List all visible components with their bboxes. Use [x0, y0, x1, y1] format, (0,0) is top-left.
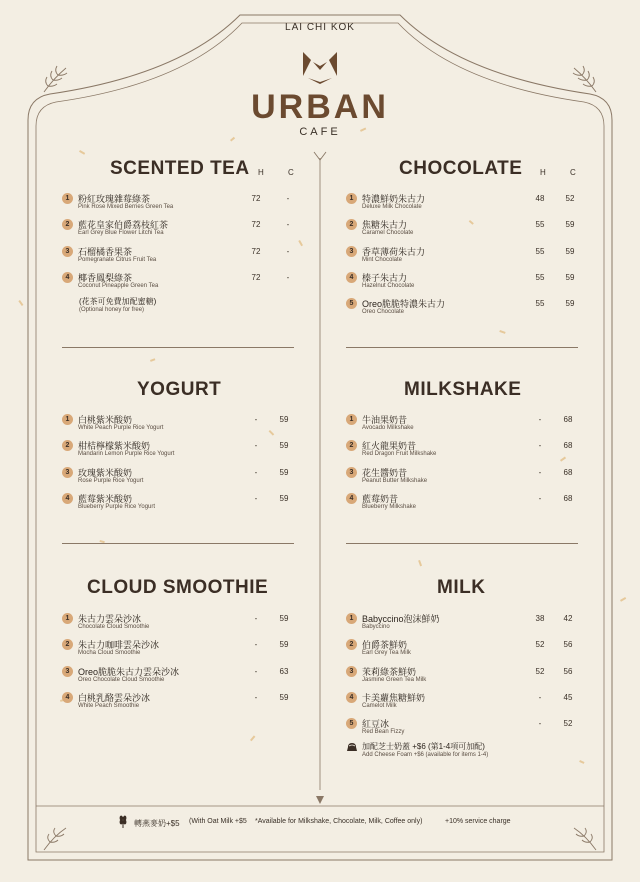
cheese-foam-note-english: Add Cheese Foam +$6 (available for items 1-4)	[362, 752, 489, 758]
price-cold: 52	[563, 719, 573, 729]
item-number-badge: 4	[62, 692, 73, 703]
price-hot: 72	[251, 194, 261, 203]
price-cold: 68	[563, 441, 573, 451]
item-name-english: Deluxe Milk Chocolate	[362, 204, 422, 210]
item-number-badge: 3	[346, 246, 357, 257]
item-name-chinese: 香草薄荷朱古力	[362, 246, 426, 257]
price-hot: -	[254, 666, 258, 676]
price-hot: 48	[535, 194, 545, 203]
cheese-foam-note: 加配芝士奶蓋 +$6 (第1-4項可加配)	[362, 742, 485, 751]
item-number-badge: 4	[346, 272, 357, 283]
price-cold: 59	[565, 246, 575, 256]
price-hot: -	[254, 614, 258, 623]
item-name-chinese: 花生醬奶昔	[362, 467, 408, 478]
menu-item	[62, 271, 304, 297]
item-number-badge: 2	[62, 219, 73, 230]
price-hot: -	[254, 692, 258, 702]
item-name-english: Mandarin Lemon Purple Rice Yogurt	[78, 451, 175, 458]
section-title-milk: MILK	[437, 577, 486, 598]
menu-item	[346, 218, 586, 244]
item-number-badge: 3	[346, 467, 357, 478]
item-name-english: Red Dragon Fruit Milkshake	[362, 451, 437, 458]
price-cold: 68	[563, 493, 573, 503]
section-divider	[62, 347, 294, 348]
honey-note-english: (Optional honey for free)	[79, 307, 145, 313]
item-number-badge: 1	[346, 414, 357, 425]
item-name-chinese: 白桃紫米酸奶	[78, 415, 133, 425]
column-header-hot: H	[540, 168, 546, 177]
item-number-badge: 2	[346, 219, 357, 230]
column-header-cold: C	[288, 168, 294, 177]
menu-item	[62, 413, 300, 439]
item-name-english: Caramel Chocolate	[362, 230, 414, 237]
item-name-chinese: 牛油果奶昔	[362, 415, 408, 425]
price-cold: 52	[565, 194, 575, 203]
item-name-english: Earl Grey Tea Milk	[362, 650, 411, 657]
price-hot: -	[254, 640, 258, 650]
service-charge-note: +10% service charge	[445, 818, 511, 825]
item-name-english: Babyccino	[362, 624, 390, 630]
brand-subtitle: CAFE	[299, 126, 341, 138]
menu-item	[62, 245, 304, 271]
item-number-badge: 1	[346, 193, 357, 204]
item-name-english: Avocado Milkshake	[362, 425, 414, 431]
item-number-badge: 2	[62, 639, 73, 650]
price-hot: -	[538, 719, 542, 729]
item-number-badge: 2	[346, 440, 357, 451]
item-name-english: Pomegranate Citrus Fruit Tea	[78, 256, 157, 263]
item-name-chinese: 椰香鳳梨綠茶	[78, 272, 133, 283]
item-name-chinese: 白桃乳酪雲朵沙冰	[78, 692, 151, 703]
item-name-english: Hazelnut Chocolate	[362, 282, 415, 289]
item-name-english: White Peach Smoothie	[78, 702, 140, 709]
section-divider	[346, 347, 578, 348]
item-name-english: Red Bean Fizzy	[362, 729, 405, 736]
wheat-ornament-bottom-left	[44, 828, 66, 850]
menu-item	[346, 192, 586, 218]
section-title-milkshake: MILKSHAKE	[404, 379, 522, 400]
item-number-badge: 4	[62, 272, 73, 283]
price-cold: 59	[279, 614, 289, 623]
price-cold: -	[286, 246, 290, 256]
section-title-cloud-smoothie: CLOUD SMOOTHIE	[87, 577, 269, 598]
price-hot: -	[254, 415, 258, 424]
menu-item	[346, 413, 584, 439]
item-name-chinese: 藍莓紫米酸奶	[78, 493, 133, 504]
item-name-english: Camelot Milk	[362, 702, 397, 709]
brand-name: URBAN	[251, 88, 389, 126]
price-hot: 72	[251, 220, 261, 230]
price-cold: 59	[279, 640, 289, 650]
availability-note: *Available for Milkshake, Chocolate, Milk, Coffee only)	[255, 818, 423, 825]
price-hot: 55	[535, 272, 545, 282]
menu-item	[346, 492, 584, 518]
item-name-chinese: 玫瑰紫米酸奶	[78, 467, 133, 478]
item-number-badge: 1	[62, 193, 73, 204]
item-number-badge: 5	[346, 298, 357, 309]
price-hot: 52	[535, 666, 545, 676]
price-hot: 55	[535, 246, 545, 256]
item-number-badge: 1	[62, 414, 73, 425]
menu-item	[62, 638, 300, 664]
item-name-english: Blueberry Purple Rice Yogurt	[78, 503, 156, 510]
menu-item	[346, 297, 586, 323]
item-name-chinese: 柑桔檸檬紫米酸奶	[78, 441, 151, 452]
price-hot: 55	[535, 299, 545, 309]
price-cold: 63	[279, 666, 289, 676]
item-number-badge: 2	[346, 639, 357, 650]
cat-face-logo	[303, 52, 337, 84]
price-cold: -	[286, 194, 290, 203]
menu-item	[62, 466, 300, 492]
price-cold: 56	[563, 666, 573, 676]
price-hot: -	[538, 493, 542, 503]
item-number-badge: 1	[62, 613, 73, 624]
cheese-foam-icon	[346, 741, 358, 752]
item-name-chinese: 紅火龍果奶昔	[362, 441, 417, 452]
price-cold: 59	[279, 692, 289, 702]
item-number-badge: 5	[346, 718, 357, 729]
menu-item	[346, 466, 584, 492]
item-name-chinese: 朱古力雲朵沙冰	[78, 614, 142, 624]
item-number-badge: 4	[346, 493, 357, 504]
menu-item	[62, 665, 300, 691]
price-cold: 68	[563, 415, 573, 424]
price-cold: 56	[563, 640, 573, 650]
item-name-english: Blueberry Milkshake	[362, 503, 417, 510]
section-title-chocolate: CHOCOLATE	[399, 158, 523, 179]
price-cold: -	[286, 272, 290, 282]
item-name-chinese: Oreo脆脆特濃朱古力	[362, 299, 446, 310]
column-header-cold: C	[570, 168, 576, 177]
honey-note: (花茶可免費加配蜜糖)	[79, 297, 157, 306]
price-cold: 42	[563, 614, 573, 623]
menu-item	[62, 691, 300, 717]
item-name-english: Oreo Chocolate	[362, 309, 405, 316]
item-name-chinese: 藍花皇家伯爵荔枝紅茶	[78, 220, 169, 231]
menu-item	[62, 218, 304, 244]
price-cold: 59	[279, 467, 289, 477]
item-name-chinese: 卡美蘿焦糖鮮奶	[362, 692, 426, 703]
price-cold: 59	[565, 272, 575, 282]
menu-item	[346, 691, 584, 717]
item-number-badge: 3	[62, 246, 73, 257]
price-hot: 52	[535, 640, 545, 650]
price-cold: 68	[563, 467, 573, 477]
item-name-english: Rose Purple Rice Yogurt	[78, 477, 144, 484]
price-cold: 59	[279, 441, 289, 451]
item-name-english: Peanut Butter Milkshake	[362, 477, 428, 484]
price-cold: 59	[565, 299, 575, 309]
item-name-chinese: 榛子朱古力	[362, 272, 408, 283]
price-cold: 59	[279, 493, 289, 503]
item-name-english: Oreo Chocolate Cloud Smoothie	[78, 676, 165, 683]
wheat-ornament-bottom-right	[574, 828, 596, 850]
item-name-english: Chocolate Cloud Smoothie	[78, 624, 150, 630]
item-number-badge: 4	[62, 493, 73, 504]
item-number-badge: 2	[62, 440, 73, 451]
item-number-badge: 4	[346, 692, 357, 703]
price-hot: -	[538, 467, 542, 477]
column-header-hot: H	[258, 168, 264, 177]
item-name-chinese: 特濃鮮奶朱古力	[362, 194, 426, 204]
price-cold: -	[286, 220, 290, 230]
wheat-icon	[118, 814, 128, 828]
price-hot: -	[538, 441, 542, 451]
menu-item	[62, 612, 300, 638]
item-number-badge: 3	[346, 666, 357, 677]
price-cold: 45	[563, 692, 573, 702]
item-name-chinese: 焦糖朱古力	[362, 220, 408, 231]
menu-item	[346, 612, 584, 638]
item-name-chinese: 朱古力咖啡雲朵沙冰	[78, 640, 160, 651]
item-name-chinese: 藍莓奶昔	[362, 493, 399, 504]
menu-item	[346, 717, 584, 743]
item-name-chinese: 茉莉綠茶鮮奶	[362, 666, 417, 677]
item-name-english: Pink Rose Mixed Berries Green Tea	[78, 204, 174, 210]
price-hot: -	[538, 692, 542, 702]
oat-milk-price: (With Oat Milk +$5	[189, 818, 247, 825]
section-title-scented-tea: SCENTED TEA	[110, 158, 250, 179]
price-hot: 72	[251, 246, 261, 256]
price-hot: 55	[535, 220, 545, 230]
menu-item	[346, 638, 584, 664]
price-hot: -	[254, 493, 258, 503]
item-name-english: Mint Chocolate	[362, 256, 403, 263]
menu-item	[62, 492, 300, 518]
item-name-chinese: Oreo脆脆朱古力雲朵沙冰	[78, 666, 180, 677]
price-cold: 59	[279, 415, 289, 424]
price-hot: 38	[535, 614, 545, 623]
item-name-english: Coconut Pineapple Green Tea	[78, 282, 159, 289]
price-cold: 59	[565, 220, 575, 230]
section-divider	[346, 543, 578, 544]
item-number-badge: 1	[346, 613, 357, 624]
section-title-yogurt: YOGURT	[137, 379, 222, 400]
item-name-english: White Peach Purple Rice Yogurt	[78, 425, 164, 431]
price-hot: -	[254, 467, 258, 477]
item-number-badge: 3	[62, 666, 73, 677]
menu-item	[346, 439, 584, 465]
oat-milk-label: 轉燕麥奶+$5	[134, 819, 180, 828]
item-name-english: Jasmine Green Tea Milk	[362, 676, 427, 683]
item-name-chinese: 紅豆冰	[362, 719, 390, 730]
item-name-english: Mocha Cloud Smoothie	[78, 650, 141, 657]
menu-item	[346, 665, 584, 691]
price-hot: -	[254, 441, 258, 451]
price-hot: 72	[251, 272, 261, 282]
location-label: LAI CHI KOK	[285, 22, 355, 33]
menu-item	[346, 271, 586, 297]
item-name-chinese: Babyccino泡沫鮮奶	[362, 614, 440, 624]
item-name-chinese: 石榴橘香果茶	[78, 246, 133, 257]
item-number-badge: 3	[62, 467, 73, 478]
menu-item	[62, 192, 304, 218]
item-name-chinese: 粉紅玫瑰雜莓綠茶	[78, 194, 151, 204]
item-name-chinese: 伯爵茶鮮奶	[362, 640, 408, 651]
price-hot: -	[538, 415, 542, 424]
item-name-english: Earl Grey Blue Flower Litchi Tea	[78, 230, 164, 237]
section-divider	[62, 543, 294, 544]
menu-item	[62, 439, 300, 465]
menu-item	[346, 245, 586, 271]
